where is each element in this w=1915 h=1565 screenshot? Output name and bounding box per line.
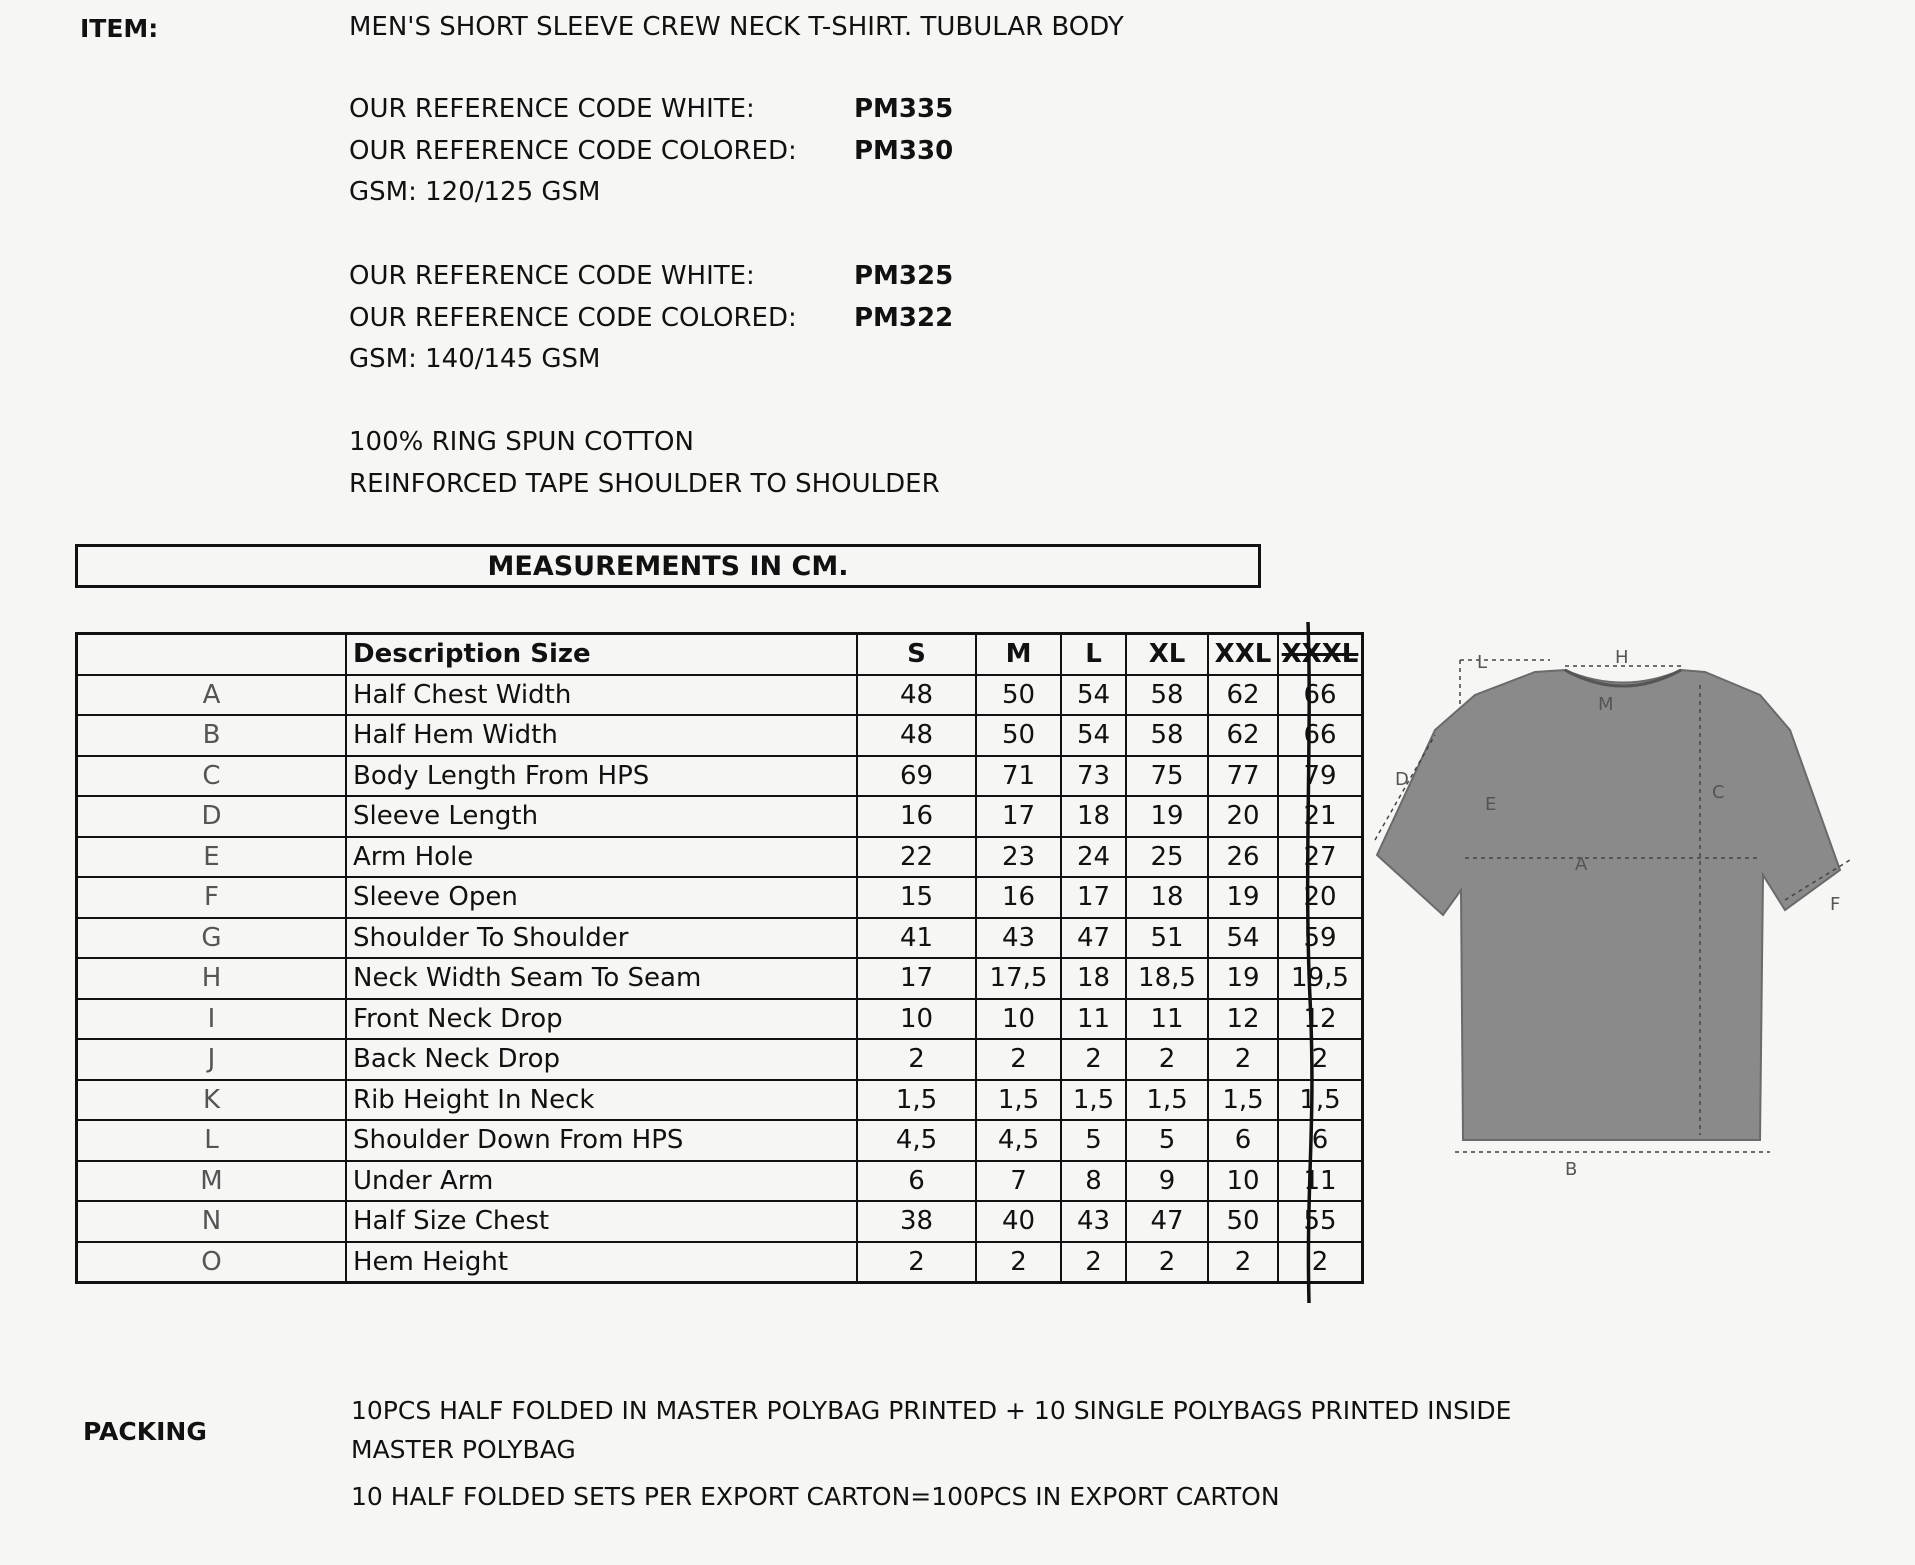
- cell-size-s: 10: [857, 999, 976, 1040]
- cell-size-s: 16: [857, 796, 976, 837]
- cell-size-l: 18: [1061, 958, 1126, 999]
- cell-code: B: [77, 715, 347, 756]
- cell-size-xxxl: 79: [1278, 756, 1363, 797]
- cell-size-xxl: 19: [1208, 877, 1278, 918]
- cell-description: Under Arm: [346, 1161, 857, 1202]
- cell-size-l: 2: [1061, 1242, 1126, 1283]
- cell-size-xxxl: 27: [1278, 837, 1363, 878]
- cell-code: O: [77, 1242, 347, 1283]
- header-size-xxxl: XXXL: [1278, 634, 1363, 675]
- cell-size-xxxl: 2: [1278, 1039, 1363, 1080]
- measurements-title: [75, 544, 1261, 588]
- tshirt-diagram: [1365, 640, 1885, 1180]
- cell-size-l: 2: [1061, 1039, 1126, 1080]
- cell-size-xxl: 1,5: [1208, 1080, 1278, 1121]
- ref-white-label-1: OUR REFERENCE CODE WHITE:: [349, 94, 755, 124]
- cell-size-xxxl: 6: [1278, 1120, 1363, 1161]
- table-row: [77, 796, 1363, 837]
- cell-size-xxl: 19: [1208, 958, 1278, 999]
- cell-size-s: 48: [857, 675, 976, 716]
- header-code: [77, 634, 347, 675]
- diagram-label-m: M: [1598, 694, 1614, 715]
- cell-description: Arm Hole: [346, 837, 857, 878]
- cell-size-s: 48: [857, 715, 976, 756]
- cell-size-xxxl: 20: [1278, 877, 1363, 918]
- cell-size-xxl: 77: [1208, 756, 1278, 797]
- table-row: [77, 837, 1363, 878]
- diagram-label-l: L: [1477, 652, 1488, 673]
- cell-size-xxl: 26: [1208, 837, 1278, 878]
- cell-description: Hem Height: [346, 1242, 857, 1283]
- cell-size-xl: 18,5: [1126, 958, 1208, 999]
- gsm-1: GSM: 120/125 GSM: [349, 177, 601, 207]
- strike-path: [1308, 622, 1312, 1303]
- cell-size-xxxl: 1,5: [1278, 1080, 1363, 1121]
- diagram-label-f: F: [1830, 894, 1841, 915]
- cell-size-xl: 25: [1126, 837, 1208, 878]
- cell-size-s: 2: [857, 1242, 976, 1283]
- diagram-label-h: H: [1615, 647, 1629, 668]
- ref-colored-label-2: OUR REFERENCE CODE COLORED:: [349, 303, 797, 333]
- cell-size-m: 50: [976, 715, 1061, 756]
- ref-white-code-2: PM325: [854, 261, 954, 291]
- table-row: [77, 1242, 1363, 1283]
- table-row: [77, 1120, 1363, 1161]
- cell-size-l: 5: [1061, 1120, 1126, 1161]
- ref-colored-code-2: PM322: [854, 303, 954, 333]
- packing-label: PACKING: [83, 1417, 207, 1446]
- cell-size-m: 50: [976, 675, 1061, 716]
- cell-code: D: [77, 796, 347, 837]
- cell-size-xl: 75: [1126, 756, 1208, 797]
- cell-size-l: 43: [1061, 1201, 1126, 1242]
- cell-size-xl: 2: [1126, 1039, 1208, 1080]
- ref-colored-code-1: PM330: [854, 136, 954, 166]
- table-body: [77, 675, 1363, 1283]
- ref-white-code-1: PM335: [854, 94, 954, 124]
- cell-size-xl: 47: [1126, 1201, 1208, 1242]
- cell-size-m: 4,5: [976, 1120, 1061, 1161]
- fabric-line-1: 100% RING SPUN COTTON: [349, 427, 694, 457]
- ref-white-label-2: OUR REFERENCE CODE WHITE:: [349, 261, 755, 291]
- fabric-line-2: REINFORCED TAPE SHOULDER TO SHOULDER: [349, 469, 940, 499]
- cell-size-xxl: 10: [1208, 1161, 1278, 1202]
- item-label: ITEM:: [80, 14, 159, 43]
- cell-size-xl: 5: [1126, 1120, 1208, 1161]
- cell-size-m: 10: [976, 999, 1061, 1040]
- cell-size-xxl: 20: [1208, 796, 1278, 837]
- table-row: [77, 1201, 1363, 1242]
- table-row: [77, 756, 1363, 797]
- cell-size-xl: 51: [1126, 918, 1208, 959]
- cell-code: K: [77, 1080, 347, 1121]
- item-value: MEN'S SHORT SLEEVE CREW NECK T-SHIRT. TUBULAR BODY: [349, 12, 1124, 42]
- cell-size-xxxl: 66: [1278, 715, 1363, 756]
- cell-size-l: 1,5: [1061, 1080, 1126, 1121]
- cell-size-m: 43: [976, 918, 1061, 959]
- cell-size-xxxl: 66: [1278, 675, 1363, 716]
- cell-description: Front Neck Drop: [346, 999, 857, 1040]
- cell-size-xl: 9: [1126, 1161, 1208, 1202]
- ref-colored-label-1: OUR REFERENCE CODE COLORED:: [349, 136, 797, 166]
- table-row: [77, 1080, 1363, 1121]
- cell-size-l: 54: [1061, 715, 1126, 756]
- diagram-label-d: D: [1395, 769, 1409, 790]
- cell-code: H: [77, 958, 347, 999]
- measurements-table: [75, 632, 1364, 1284]
- header-size-l: L: [1061, 634, 1126, 675]
- packing-line-2: MASTER POLYBAG: [351, 1435, 576, 1464]
- diagram-label-b: B: [1565, 1159, 1578, 1180]
- cell-size-s: 22: [857, 837, 976, 878]
- cell-size-xl: 18: [1126, 877, 1208, 918]
- cell-description: Half Chest Width: [346, 675, 857, 716]
- packing-line-3: 10 HALF FOLDED SETS PER EXPORT CARTON=100PCS IN EXPORT CARTON: [351, 1482, 1280, 1511]
- cell-size-xl: 58: [1126, 675, 1208, 716]
- cell-description: Neck Width Seam To Seam: [346, 958, 857, 999]
- cell-size-m: 17,5: [976, 958, 1061, 999]
- cell-description: Half Size Chest: [346, 1201, 857, 1242]
- cell-code: C: [77, 756, 347, 797]
- cell-code: E: [77, 837, 347, 878]
- cell-description: Body Length From HPS: [346, 756, 857, 797]
- cell-size-xxxl: 59: [1278, 918, 1363, 959]
- cell-size-s: 41: [857, 918, 976, 959]
- cell-code: L: [77, 1120, 347, 1161]
- cell-size-xl: 2: [1126, 1242, 1208, 1283]
- table-row: [77, 675, 1363, 716]
- cell-size-xl: 58: [1126, 715, 1208, 756]
- cell-code: J: [77, 1039, 347, 1080]
- diagram-label-c: C: [1712, 782, 1725, 803]
- cell-size-xxl: 12: [1208, 999, 1278, 1040]
- gsm-2: GSM: 140/145 GSM: [349, 344, 601, 374]
- table-row: [77, 715, 1363, 756]
- cell-code: G: [77, 918, 347, 959]
- cell-code: I: [77, 999, 347, 1040]
- cell-size-m: 16: [976, 877, 1061, 918]
- cell-size-m: 1,5: [976, 1080, 1061, 1121]
- cell-description: Back Neck Drop: [346, 1039, 857, 1080]
- cell-description: Sleeve Length: [346, 796, 857, 837]
- cell-size-m: 2: [976, 1039, 1061, 1080]
- cell-size-m: 71: [976, 756, 1061, 797]
- diagram-label-a: A: [1575, 854, 1588, 875]
- packing-line-1: 10PCS HALF FOLDED IN MASTER POLYBAG PRINTED + 10 SINGLE POLYBAGS PRINTED INSIDE: [351, 1396, 1512, 1425]
- cell-size-xxxl: 2: [1278, 1242, 1363, 1283]
- cell-size-l: 18: [1061, 796, 1126, 837]
- cell-size-s: 69: [857, 756, 976, 797]
- cell-size-l: 24: [1061, 837, 1126, 878]
- cell-size-s: 2: [857, 1039, 976, 1080]
- table-header-row: [77, 634, 1363, 675]
- cell-size-xxl: 6: [1208, 1120, 1278, 1161]
- header-description: Description Size: [346, 634, 857, 675]
- cell-size-s: 6: [857, 1161, 976, 1202]
- cell-size-xl: 1,5: [1126, 1080, 1208, 1121]
- table-row: [77, 877, 1363, 918]
- header-size-xl: XL: [1126, 634, 1208, 675]
- cell-size-xxl: 2: [1208, 1039, 1278, 1080]
- cell-size-xxxl: 19,5: [1278, 958, 1363, 999]
- cell-size-l: 73: [1061, 756, 1126, 797]
- cell-size-s: 1,5: [857, 1080, 976, 1121]
- cell-size-m: 2: [976, 1242, 1061, 1283]
- cell-size-m: 40: [976, 1201, 1061, 1242]
- table-row: [77, 918, 1363, 959]
- cell-size-l: 8: [1061, 1161, 1126, 1202]
- table-row: [77, 1161, 1363, 1202]
- table-row: [77, 1039, 1363, 1080]
- cell-code: N: [77, 1201, 347, 1242]
- cell-size-l: 11: [1061, 999, 1126, 1040]
- cell-size-s: 15: [857, 877, 976, 918]
- cell-size-s: 4,5: [857, 1120, 976, 1161]
- cell-description: Shoulder Down From HPS: [346, 1120, 857, 1161]
- cell-code: A: [77, 675, 347, 716]
- cell-size-s: 38: [857, 1201, 976, 1242]
- cell-description: Half Hem Width: [346, 715, 857, 756]
- cell-size-xxl: 62: [1208, 715, 1278, 756]
- header-size-xxl: XXL: [1208, 634, 1278, 675]
- cell-size-xxxl: 11: [1278, 1161, 1363, 1202]
- cell-size-s: 17: [857, 958, 976, 999]
- cell-description: Rib Height In Neck: [346, 1080, 857, 1121]
- cell-code: M: [77, 1161, 347, 1202]
- header-size-s: S: [857, 634, 976, 675]
- tshirt-body-icon: [1377, 670, 1840, 1140]
- cell-size-m: 7: [976, 1161, 1061, 1202]
- cell-size-xxl: 2: [1208, 1242, 1278, 1283]
- cell-size-xxl: 54: [1208, 918, 1278, 959]
- table-row: [77, 958, 1363, 999]
- cell-description: Sleeve Open: [346, 877, 857, 918]
- header-size-m: M: [976, 634, 1061, 675]
- cell-code: F: [77, 877, 347, 918]
- diagram-label-e: E: [1485, 794, 1497, 815]
- cell-size-m: 17: [976, 796, 1061, 837]
- cell-size-xl: 11: [1126, 999, 1208, 1040]
- cell-size-xxl: 50: [1208, 1201, 1278, 1242]
- cell-description: Shoulder To Shoulder: [346, 918, 857, 959]
- cell-size-m: 23: [976, 837, 1061, 878]
- cell-size-xxxl: 55: [1278, 1201, 1363, 1242]
- measurements-title-text: MEASUREMENTS IN CM.: [487, 550, 849, 582]
- cell-size-l: 17: [1061, 877, 1126, 918]
- hand-strike-line: [1290, 618, 1330, 1308]
- cell-size-xxxl: 12: [1278, 999, 1363, 1040]
- cell-size-xxl: 62: [1208, 675, 1278, 716]
- cell-size-l: 47: [1061, 918, 1126, 959]
- cell-size-xl: 19: [1126, 796, 1208, 837]
- cell-size-l: 54: [1061, 675, 1126, 716]
- table-row: [77, 999, 1363, 1040]
- cell-size-xxxl: 21: [1278, 796, 1363, 837]
